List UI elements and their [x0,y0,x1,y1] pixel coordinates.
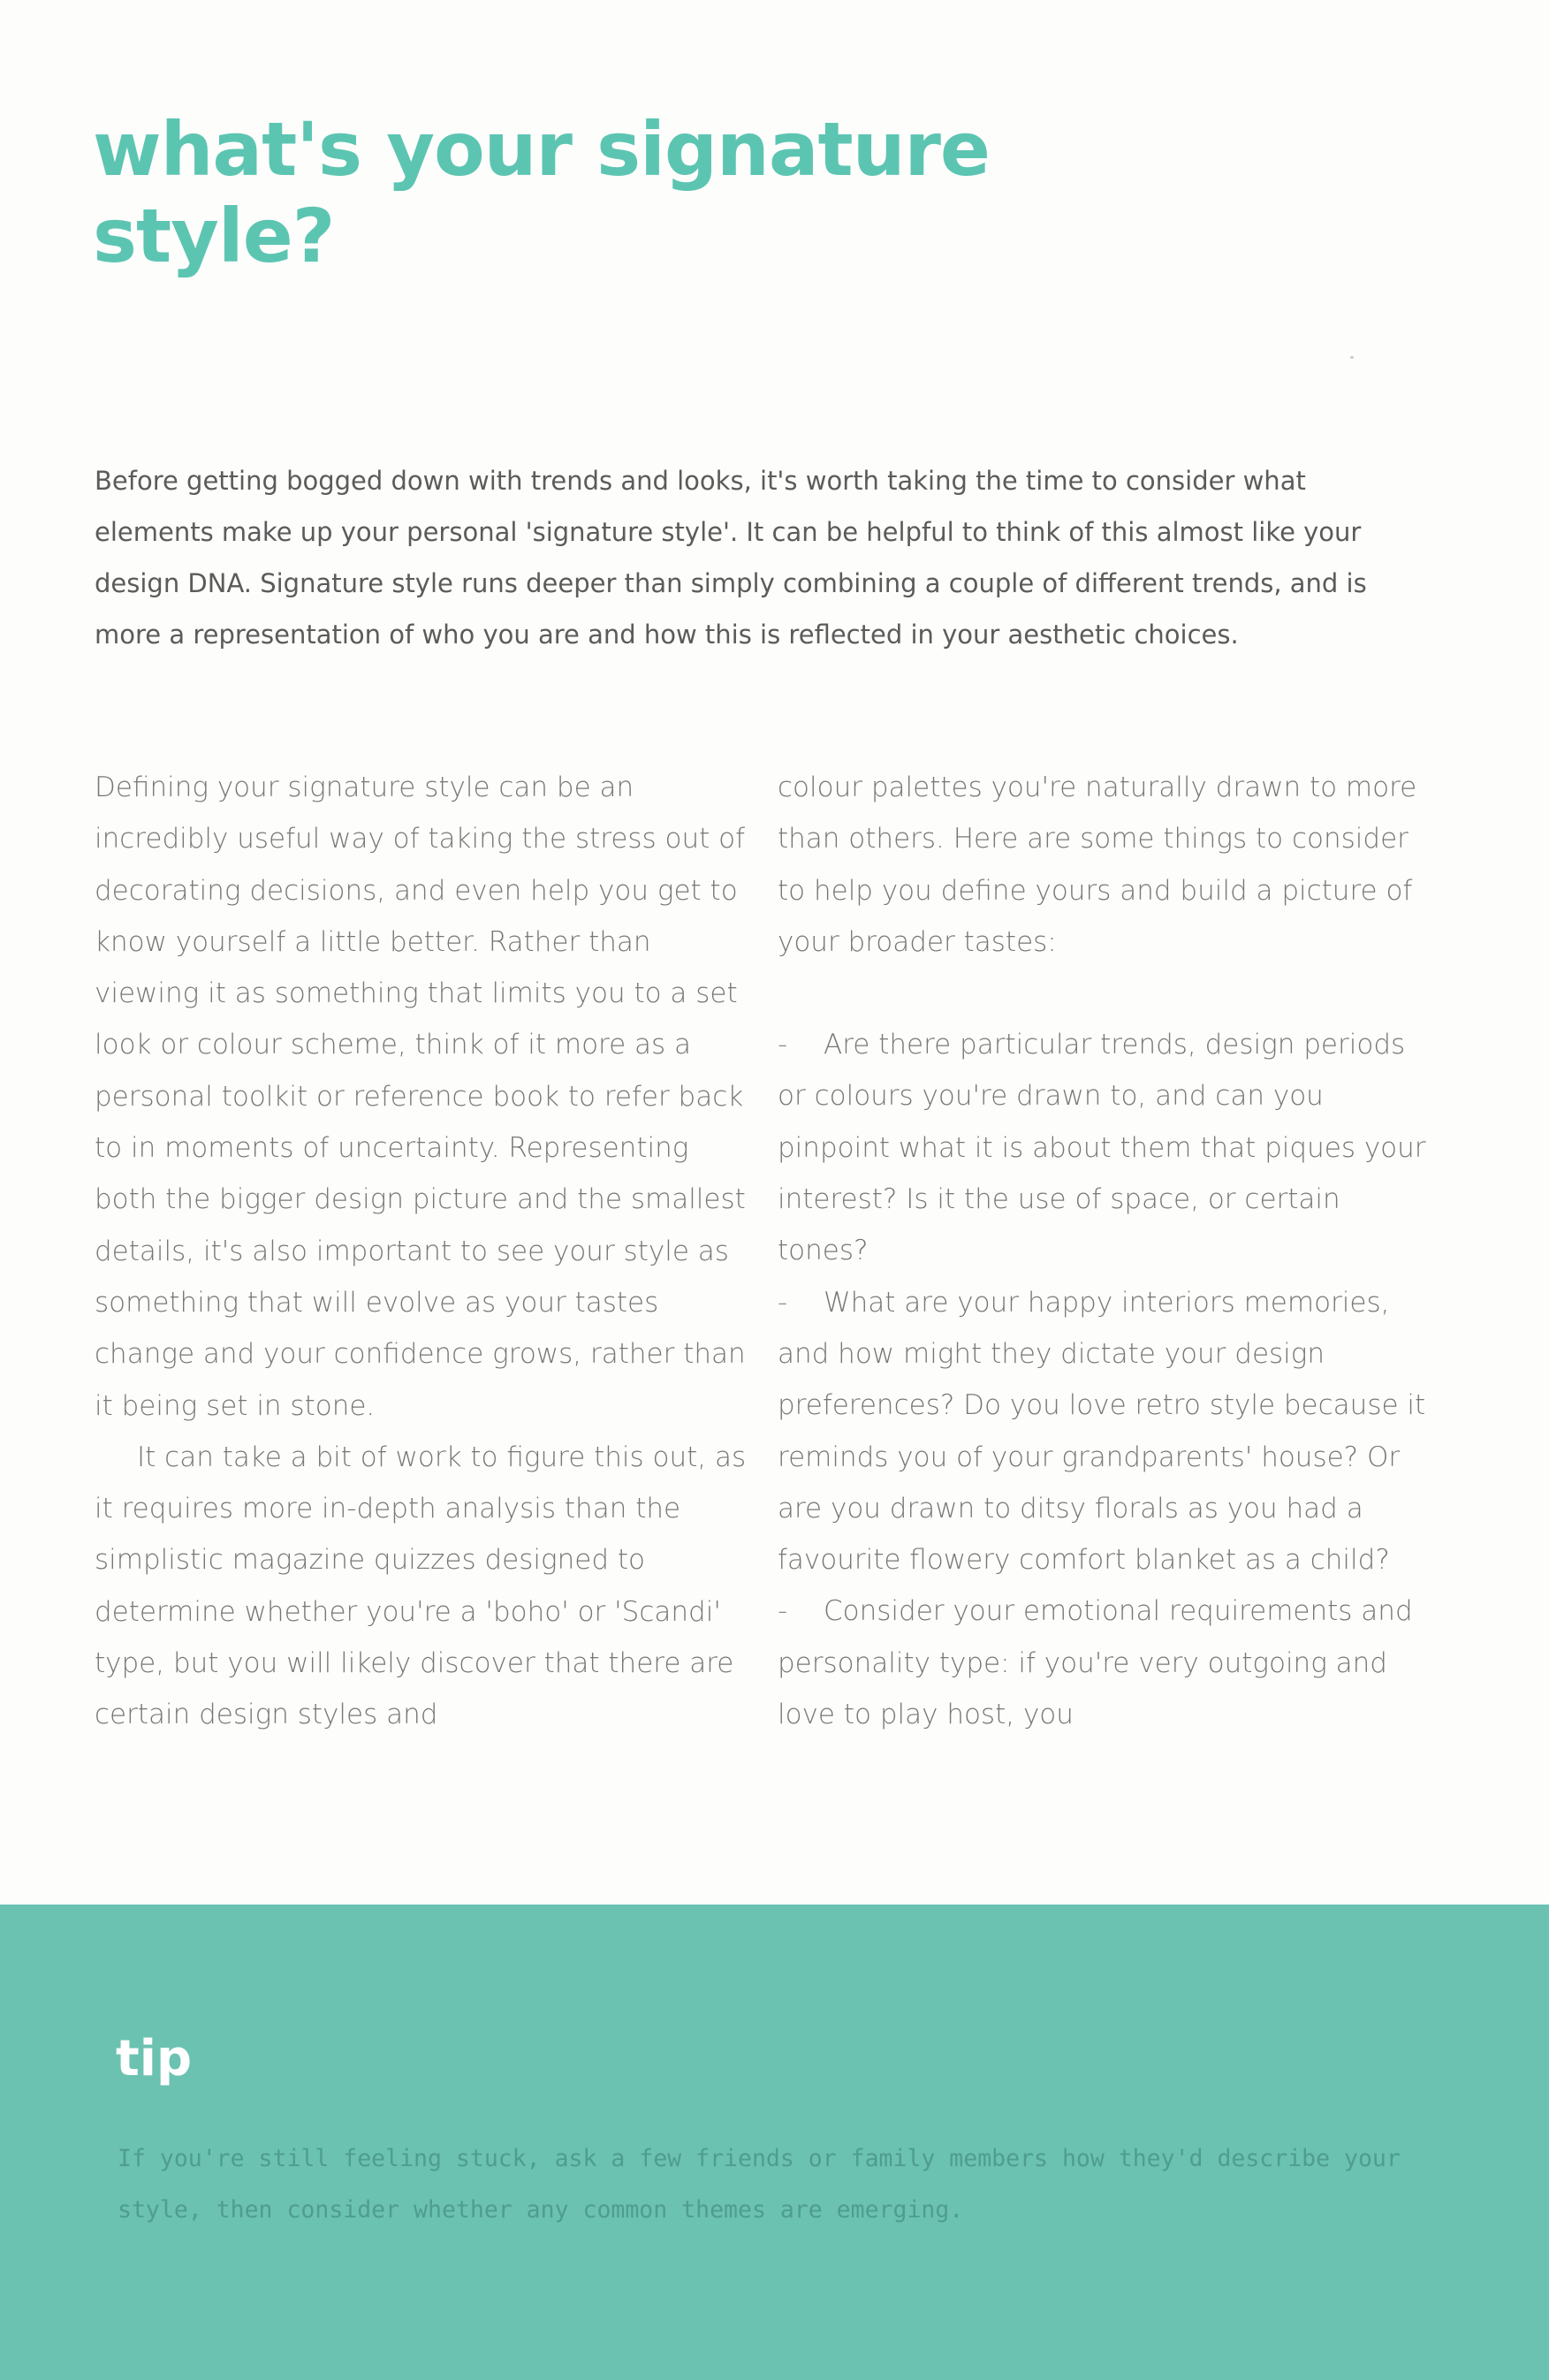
list-item [778,1277,1431,1586]
bullet-marker: - [778,1029,788,1061]
body-paragraph-continuation: colour palettes you're naturally drawn to more than others. Here are some things to consider to help you define yours and build a picture of your broader tastes: [778,772,1417,958]
bullet-marker: - [778,1595,788,1628]
intro-paragraph: Before getting bogged down with trends and looks, it's worth taking the time to consider what elements make up your personal 'signature style'. It can be helpful to think of this almost like your design DNA. Signature style runs deeper than simply combining a couple of different trends, and is more a representation of who you are and how this is reflected in your aesthetic choices. [95,466,1367,650]
right-column [778,762,1431,1740]
paragraph-spacer [778,968,1431,1019]
list-item [778,1019,1431,1276]
bullet-marker: - [778,1286,788,1319]
list-item-text: Consider your emotional requirements and personality type: if you're very outgoing and love to play host, you [778,1595,1413,1731]
list-item [778,1585,1431,1740]
page-title: what's your signature style? [93,106,990,279]
left-column [95,762,753,1741]
list-item-text: Are there particular trends, design periods or colours you're drawn to, and can you pinpoint what it is about them that piques your interest? Is it the use of space, or certain tones? [778,1029,1426,1267]
tip-text: If you're still feeling stuck, ask a few friends or family members how they'd describe your style, then consider whether any common themes are emerging. [118,2145,1401,2224]
scan-speck [1350,356,1354,359]
body-paragraph: Defining your signature style can be an incredibly useful way of taking the stress out of decorating decisions, and even help you get to know yourself a little better. Rather than viewing it as something that limits you to a set look or colour scheme, think of it more as a personal toolkit or reference book to refer back to in moments of uncertainty. Representing both the bigger design picture and the smallest details, it's also important to see your style as something that will evolve as your tastes change and your confidence grows, rather than it being set in stone. [95,772,746,1422]
list-item-text: What are your happy interiors memories, and how might they dictate your design preferences? Do you love retro style because it reminds you of your grandparents' house? Or are you drawn to ditsy florals as you had a favourite flowery comfort blanket as a child? [778,1286,1426,1577]
tip-heading: tip [116,2030,193,2087]
body-paragraph: It can take a bit of work to figure this out, as it requires more in-depth analysis than the simplistic magazine quizzes designed to determine whether you're a 'boho' or 'Scandi' type, but you will likely discover that there are certain design styles and [95,1441,747,1731]
